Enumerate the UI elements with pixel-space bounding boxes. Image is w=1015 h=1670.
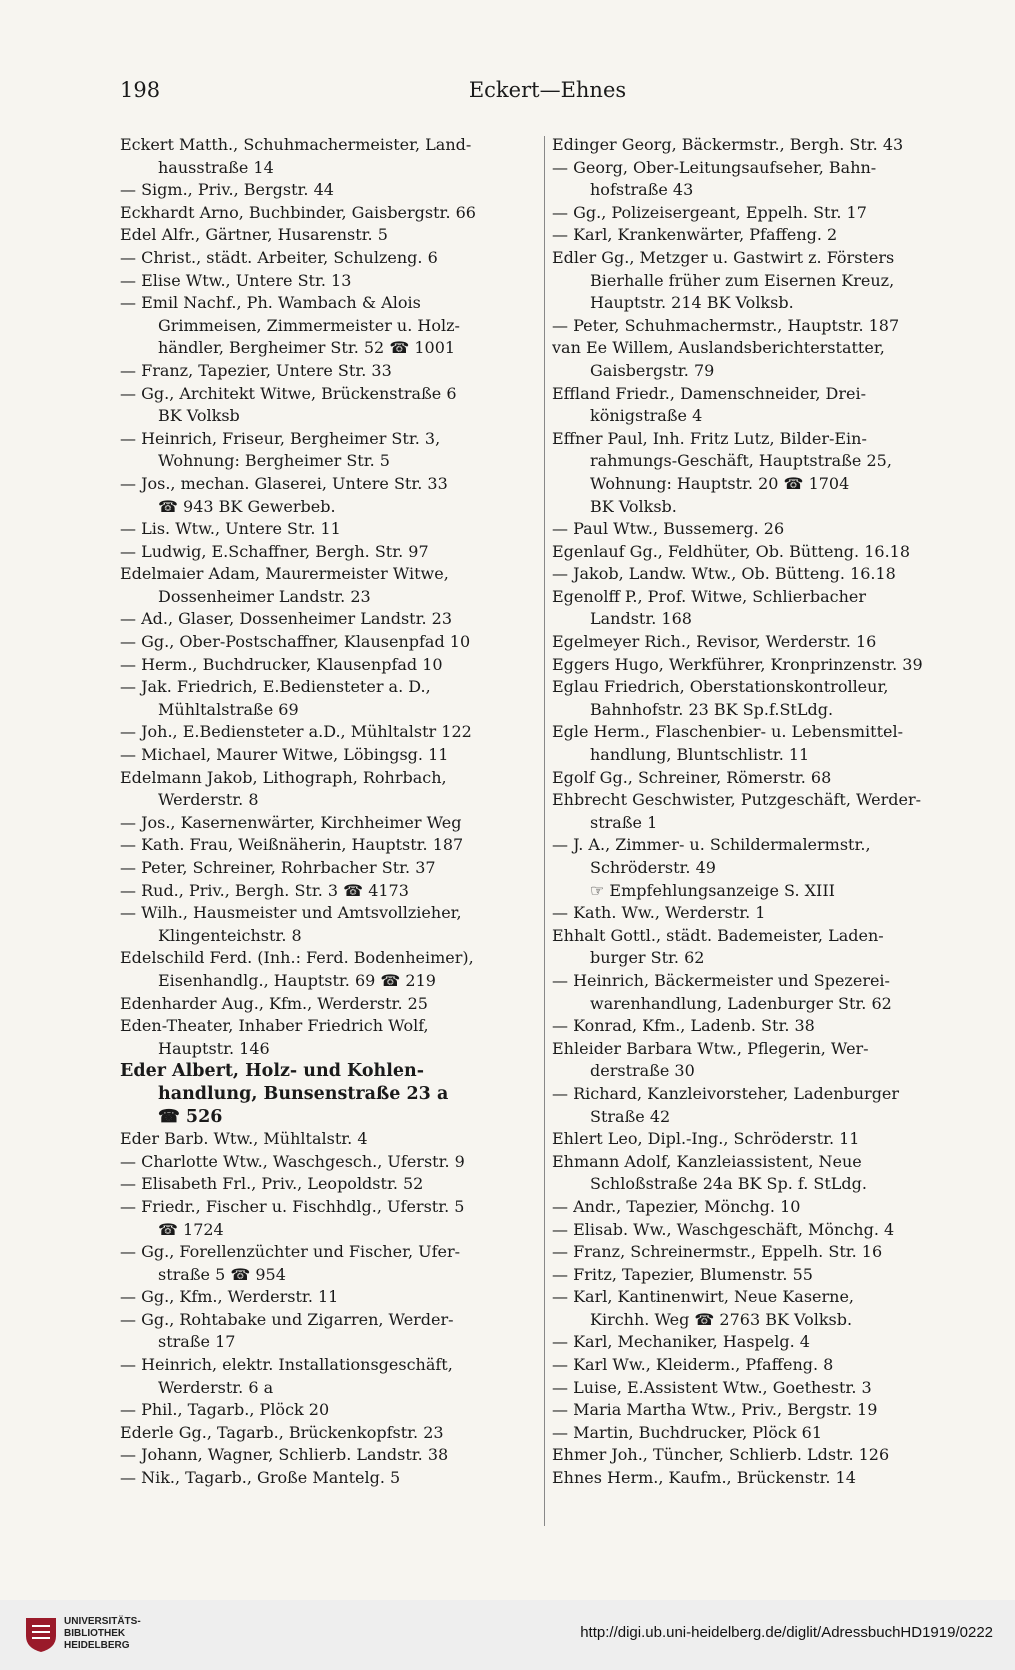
directory-entry-line: Eglau Friedrich, Oberstationskontrolleur,	[552, 677, 889, 697]
directory-entry-line: — Georg, Ober-Leitungsaufseher, Bahn-	[552, 157, 877, 177]
directory-entry-line: — Charlotte Wtw., Waschgesch., Uferstr. 9	[120, 1151, 465, 1171]
directory-entry-line: — Gg., Ober-Postschaffner, Klausenpfad 10	[120, 632, 471, 652]
directory-entry-line: — Jos., Kasernenwärter, Kirchheimer Weg	[120, 812, 462, 832]
directory-entry-line: — Heinrich, Bäckermeister und Spezerei-	[552, 970, 890, 990]
directory-entry-line: — Martin, Buchdrucker, Plöck 61	[552, 1422, 823, 1442]
directory-entry-line: burger Str. 62	[590, 948, 705, 968]
directory-entry-line: Egenlauf Gg., Feldhüter, Ob. Bütteng. 16.18	[552, 541, 911, 561]
directory-entry-line: Effner Paul, Inh. Fritz Lutz, Bilder-Ein-	[552, 428, 867, 448]
library-name-line: HEIDELBERG	[64, 1640, 130, 1651]
page-header	[120, 78, 975, 108]
directory-entry-line: Eisenhandlg., Hauptstr. 69 ☎ 219	[158, 970, 436, 990]
directory-entry-line: Schloßstraße 24a BK Sp. f. StLdg.	[590, 1174, 867, 1194]
directory-entry-line: straße 1	[590, 812, 658, 832]
directory-entry-line: Edenharder Aug., Kfm., Werderstr. 25	[120, 993, 428, 1013]
directory-entry-line: Ehbrecht Geschwister, Putzgeschäft, Werder-	[552, 790, 922, 810]
directory-entry-line: Wohnung: Bergheimer Str. 5	[158, 451, 390, 471]
directory-entry-line: Ehleider Barbara Wtw., Pflegerin, Wer-	[552, 1038, 869, 1058]
directory-entry-line: — Heinrich, Friseur, Bergheimer Str. 3,	[120, 428, 441, 448]
footer-bar	[0, 1600, 1015, 1670]
running-title: Eckert—Ehnes	[468, 78, 627, 102]
directory-entry-line: ☎ 526	[158, 1106, 223, 1127]
directory-entry-line: BK Volksb	[158, 406, 240, 426]
directory-entry-line: — Paul Wtw., Bussemerg. 26	[552, 519, 785, 539]
directory-entry-line: — Peter, Schreiner, Rohrbacher Str. 37	[120, 858, 436, 877]
directory-entry-line: — Fritz, Tapezier, Blumenstr. 55	[552, 1264, 813, 1284]
directory-entry-line: Straße 42	[590, 1106, 671, 1126]
directory-entry-line: Edler Gg., Metzger u. Gastwirt z. Försters	[552, 247, 895, 267]
directory-entry-line: warenhandlung, Ladenburger Str. 62	[590, 993, 892, 1013]
directory-entry-line: hofstraße 43	[590, 180, 694, 200]
directory-entry-line: — Joh., E.Bediensteter a.D., Mühltalstr 122	[120, 722, 472, 742]
directory-entry-line: handlung, Bluntschlistr. 11	[590, 745, 810, 765]
directory-entry-line: — Ludwig, E.Schaffner, Bergh. Str. 97	[120, 541, 429, 561]
directory-entry-line: — Ad., Glaser, Dossenheimer Landstr. 23	[120, 609, 453, 629]
directory-entry-line: Klingenteichstr. 8	[158, 925, 302, 945]
directory-entry-line: Ehlert Leo, Dipl.-Ing., Schröderstr. 11	[552, 1129, 860, 1149]
directory-entry-line: — Johann, Wagner, Schlierb. Landstr. 38	[120, 1445, 449, 1465]
directory-entry-line: — Konrad, Kfm., Ladenb. Str. 38	[552, 1016, 815, 1036]
directory-entry-line: — Karl Ww., Kleiderm., Pfaffeng. 8	[552, 1355, 834, 1375]
directory-entry-line: Egelmeyer Rich., Revisor, Werderstr. 16	[552, 632, 877, 652]
directory-entry-line: — Rud., Priv., Bergh. Str. 3 ☎ 4173	[120, 880, 409, 900]
directory-entry-line: — Heinrich, elektr. Installationsgeschäft,	[120, 1355, 453, 1375]
directory-entry-line: — Elise Wtw., Untere Str. 13	[120, 270, 352, 290]
directory-entry-line: Grimmeisen, Zimmermeister u. Holz-	[158, 315, 460, 335]
directory-entry-line: — Gg., Kfm., Werderstr. 11	[120, 1287, 339, 1307]
directory-entry-line: — Karl, Krankenwärter, Pfaffeng. 2	[552, 225, 838, 245]
directory-entry-line: Werderstr. 6 a	[158, 1377, 274, 1397]
directory-entry-line: — Sigm., Priv., Bergstr. 44	[120, 180, 334, 200]
directory-entry-line: Eggers Hugo, Werkführer, Kronprinzenstr. 39	[552, 654, 923, 674]
library-name	[64, 1616, 141, 1652]
directory-entry-line: Edelschild Ferd. (Inh.: Ferd. Bodenheimer),	[120, 948, 474, 968]
directory-entry-line: königstraße 4	[590, 406, 703, 426]
directory-entry-line: — Phil., Tagarb., Plöck 20	[120, 1400, 330, 1420]
directory-entry-line: Effland Friedr., Damenschneider, Drei-	[552, 383, 866, 403]
directory-entry-line: ☎ 943 BK Gewerbeb.	[158, 496, 336, 516]
directory-entry-line: — Herm., Buchdrucker, Klausenpfad 10	[120, 654, 443, 674]
directory-entry-line: Eder Albert, Holz- und Kohlen-	[120, 1061, 425, 1082]
directory-entry-line: Kirchh. Weg ☎ 2763 BK Volksb.	[590, 1309, 853, 1329]
directory-entry-line: — Nik., Tagarb., Große Mantelg. 5	[120, 1468, 401, 1488]
directory-entry-line: Egenolff P., Prof. Witwe, Schlierbacher	[552, 586, 867, 606]
directory-entry-line: — Luise, E.Assistent Wtw., Goethestr. 3	[552, 1377, 872, 1397]
directory-entry-line: Werderstr. 8	[158, 790, 259, 810]
directory-entry-line: — Kath. Frau, Weißnäherin, Hauptstr. 187	[120, 835, 464, 855]
directory-entry-line: straße 17	[158, 1332, 236, 1352]
directory-entry-line: händler, Bergheimer Str. 52 ☎ 1001	[158, 338, 456, 358]
left-column	[120, 134, 538, 1529]
directory-entry-line: ☎ 1724	[158, 1219, 224, 1239]
directory-entry-line: Mühltalstraße 69	[158, 699, 299, 719]
directory-entry-line: Edelmann Jakob, Lithograph, Rohrbach,	[120, 767, 447, 787]
directory-entry-line: Ehmer Joh., Tüncher, Schlierb. Ldstr. 126	[552, 1445, 890, 1465]
directory-entry-line: Eder Barb. Wtw., Mühltalstr. 4	[120, 1129, 368, 1149]
directory-entry-line: rahmungs-Geschäft, Hauptstraße 25,	[590, 451, 892, 471]
directory-entry-line: Edelmaier Adam, Maurermeister Witwe,	[120, 564, 449, 584]
column-divider	[544, 136, 545, 1526]
directory-entry-line: — Emil Nachf., Ph. Wambach & Alois	[120, 293, 421, 313]
directory-entry-line: — Jos., mechan. Glaserei, Untere Str. 33	[120, 473, 448, 493]
directory-entry-line: — Gg., Rohtabake und Zigarren, Werder-	[120, 1309, 454, 1329]
directory-entry-line: Ehnes Herm., Kaufm., Brückenstr. 14	[552, 1468, 856, 1488]
directory-entry-line: — Gg., Forellenzüchter und Fischer, Ufer-	[120, 1242, 461, 1262]
directory-entry-line: van Ee Willem, Auslandsberichterstatter,	[552, 338, 885, 358]
library-name-line: BIBLIOTHEK	[64, 1628, 126, 1639]
directory-entry-line: Wohnung: Hauptstr. 20 ☎ 1704	[590, 473, 850, 493]
directory-entry-line: — Friedr., Fischer u. Fischhdlg., Uferstr. 5	[120, 1196, 465, 1216]
directory-entry-line: — Karl, Mechaniker, Haspelg. 4	[552, 1332, 810, 1352]
page-number: 198	[120, 78, 161, 102]
directory-entry-line: — Jak. Friedrich, E.Bediensteter a. D.,	[120, 677, 431, 697]
directory-entry-line: — Andr., Tapezier, Mönchg. 10	[552, 1196, 801, 1216]
directory-entry-line: — Elisabeth Frl., Priv., Leopoldstr. 52	[120, 1174, 424, 1194]
directory-entry-line: Bierhalle früher zum Eisernen Kreuz,	[590, 270, 895, 290]
directory-entry-line: Schröderstr. 49	[590, 858, 716, 877]
right-column	[552, 134, 968, 1529]
directory-entry-line: — Franz, Schreinermstr., Eppelh. Str. 16	[552, 1242, 883, 1262]
directory-entry-line: Gaisbergstr. 79	[590, 360, 715, 380]
directory-entry-line: — Gg., Architekt Witwe, Brückenstraße 6	[120, 383, 457, 403]
directory-entry-line: — Michael, Maurer Witwe, Löbingsg. 11	[120, 745, 449, 765]
directory-entry-line: straße 5 ☎ 954	[158, 1264, 286, 1284]
directory-entry-line: — J. A., Zimmer- u. Schildermalermstr.,	[552, 835, 871, 855]
directory-entry-line: — Christ., städt. Arbeiter, Schulzeng. 6	[120, 247, 438, 267]
directory-entry-line: Hauptstr. 146	[158, 1038, 270, 1058]
directory-entry-line: — Jakob, Landw. Wtw., Ob. Bütteng. 16.18	[552, 564, 896, 584]
directory-entry-line: Landstr. 168	[590, 609, 692, 629]
directory-entry-line: — Franz, Tapezier, Untere Str. 33	[120, 360, 392, 380]
directory-entry-line: Eckhardt Arno, Buchbinder, Gaisbergstr. 66	[120, 202, 476, 222]
directory-entry-line: — Wilh., Hausmeister und Amtsvollzieher,	[120, 903, 462, 923]
directory-entry-line: ☞ Empfehlungsanzeige S. XIII	[590, 880, 835, 900]
university-seal-icon	[24, 1614, 58, 1654]
directory-entry-line: handlung, Bunsenstraße 23 a	[158, 1083, 449, 1104]
directory-entry-line: Bahnhofstr. 23 BK Sp.f.StLdg.	[590, 699, 834, 719]
directory-entry-line: — Karl, Kantinenwirt, Neue Kaserne,	[552, 1287, 855, 1307]
directory-entry-line: — Kath. Ww., Werderstr. 1	[552, 903, 766, 923]
directory-entry-line: derstraße 30	[590, 1061, 695, 1081]
directory-entry-line: Ederle Gg., Tagarb., Brückenkopfstr. 23	[120, 1422, 444, 1442]
directory-entry-line: Ehhalt Gottl., städt. Bademeister, Laden-	[552, 925, 884, 945]
directory-entry-line: Hauptstr. 214 BK Volksb.	[590, 293, 794, 313]
directory-entry-line: BK Volksb.	[590, 496, 677, 516]
directory-entry-line: — Elisab. Ww., Waschgeschäft, Mönchg. 4	[552, 1219, 895, 1239]
library-name-line: UNIVERSITÄTS-	[64, 1616, 141, 1627]
directory-entry-line: Dossenheimer Landstr. 23	[158, 586, 371, 606]
directory-entry-line: — Lis. Wtw., Untere Str. 11	[120, 519, 341, 539]
directory-entry-line: — Gg., Polizeisergeant, Eppelh. Str. 17	[552, 202, 867, 222]
directory-entry-line: — Peter, Schuhmachermstr., Hauptstr. 187	[552, 315, 900, 335]
directory-entry-line: Eckert Matth., Schuhmachermeister, Land-	[120, 135, 472, 154]
source-url-link[interactable]: http://digi.ub.uni-heidelberg.de/diglit/AdressbuchHD1919/0222	[580, 1624, 993, 1641]
directory-entry-line: Egolf Gg., Schreiner, Römerstr. 68	[552, 767, 832, 787]
directory-entry-line: Egle Herm., Flaschenbier- u. Lebensmittel-	[552, 722, 904, 742]
directory-entry-line: Ehmann Adolf, Kanzleiassistent, Neue	[552, 1151, 862, 1171]
directory-entry-line: Eden-Theater, Inhaber Friedrich Wolf,	[120, 1016, 429, 1036]
directory-entry-line: — Richard, Kanzleivorsteher, Ladenburger	[552, 1083, 900, 1103]
directory-entry-line: hausstraße 14	[158, 157, 274, 177]
directory-entry-line: Edinger Georg, Bäckermstr., Bergh. Str. 43	[552, 135, 904, 154]
directory-entry-line: — Maria Martha Wtw., Priv., Bergstr. 19	[552, 1400, 878, 1420]
directory-entry-line: Edel Alfr., Gärtner, Husarenstr. 5	[120, 225, 388, 245]
